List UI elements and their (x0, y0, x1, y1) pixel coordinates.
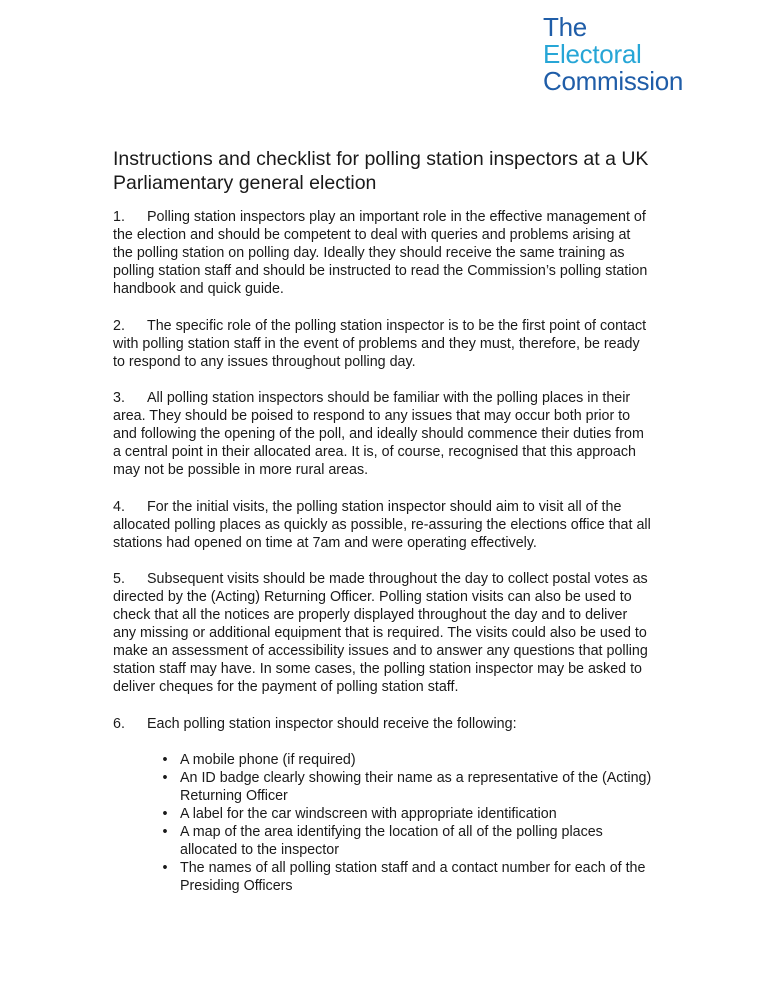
paragraph-4 (113, 498, 653, 552)
list-item (158, 769, 658, 805)
list-item (158, 805, 658, 823)
paragraph-3 (113, 389, 653, 479)
bullet-icon: • (162, 860, 168, 877)
logo-line-commission: Commission (543, 66, 684, 96)
document-title: Instructions and checklist for polling station inspectors at a UK Parliamentary general election (113, 148, 649, 194)
paragraph-number: 5. (113, 570, 125, 587)
paragraph-number: 4. (113, 498, 125, 515)
bullet-icon: • (162, 751, 168, 768)
list-item (158, 859, 658, 895)
document-body (113, 208, 653, 896)
list-item-text: A mobile phone (if required) (180, 751, 356, 768)
electoral-commission-logo (543, 14, 683, 95)
paragraph-number: 2. (113, 317, 125, 334)
paragraph-1 (113, 208, 653, 298)
bullet-icon: • (162, 806, 168, 823)
paragraph-text: For the initial visits, the polling station inspector should aim to visit all of the allocated polling places as quickly as possible, re-assuring the elections office that all stations had opened on time at 7am and were operating effectively. (113, 498, 651, 551)
paragraph-text: Each polling station inspector should receive the following: (147, 715, 517, 732)
logo-line-electoral: Electoral (543, 39, 642, 69)
bullet-icon: • (162, 769, 168, 786)
logo-line-the: The (543, 12, 587, 42)
paragraph-text: The specific role of the polling station inspector is to be the first point of contact with polling station staff in the event of problems and they must, therefore, be ready to respond to any issues throughout polling day. (113, 317, 647, 370)
list-item (158, 823, 658, 859)
list-item-text: A map of the area identifying the location of all of the polling places allocated to the inspector (180, 824, 603, 859)
list-item-text: An ID badge clearly showing their name as a representative of the (Acting) Returning Officer (180, 769, 652, 804)
list-item-text: A label for the car windscreen with appropriate identification (180, 806, 557, 823)
paragraph-2 (113, 317, 653, 371)
paragraph-text: All polling station inspectors should be familiar with the polling places in their area. They should be poised to respond to any issues that may occur both prior to and following the opening of the poll, and ideally should commence their duties from a central point in their allocated area. It is, of course, recognised that this approach may not be possible in more rural areas. (113, 389, 644, 479)
list-item (158, 751, 658, 769)
paragraph-5 (113, 570, 653, 697)
paragraph-number: 6. (113, 715, 125, 732)
equipment-list (158, 751, 658, 896)
paragraph-text: Subsequent visits should be made throughout the day to collect postal votes as directed by the (Acting) Returning Officer. Polling station visits can also be used to check that all the notices are properly displayed throughout the day and to deliver any missing or additional equipment that is required. The visits could also be used to make an assessment of accessibility issues and to answer any questions that polling station staff may have. In some cases, the polling station inspector may be asked to deliver cheques for the payment of polling station staff. (113, 570, 648, 696)
paragraph-number: 3. (113, 389, 125, 406)
paragraph-number: 1. (113, 209, 125, 225)
paragraph-text: Polling station inspectors play an important role in the effective management of the election and should be competent to deal with queries and problems arising at the polling station on polling day. Ideally they should receive the same training as polling station staff and should be instructed to read the Commission’s polling station handbook and quick guide. (113, 209, 648, 298)
bullet-icon: • (162, 824, 168, 841)
list-item-text: The names of all polling station staff and a contact number for each of the Presiding Officers (180, 860, 646, 895)
paragraph-6 (113, 715, 653, 733)
